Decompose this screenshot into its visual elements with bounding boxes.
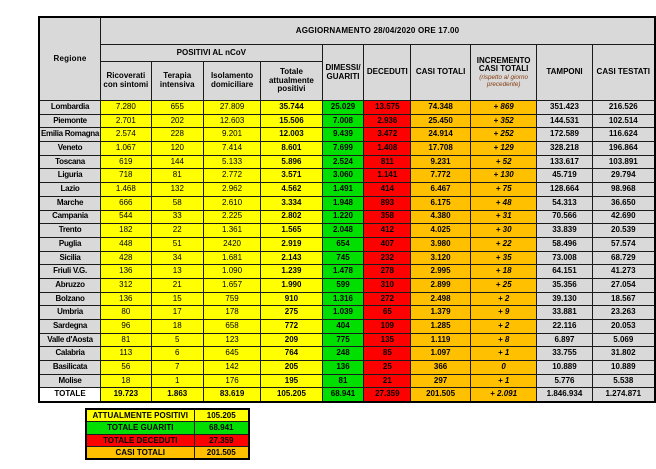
- value-cell: 27.054: [592, 278, 655, 292]
- value-cell: 2.048: [322, 224, 364, 238]
- value-cell: 41.273: [592, 265, 655, 279]
- value-cell: 103.891: [592, 155, 655, 169]
- incremento-title: INCREMENTO CASI TOTALI: [476, 55, 531, 74]
- value-cell: 105.205: [261, 388, 322, 402]
- value-cell: 136: [101, 265, 152, 279]
- value-cell: + 869: [470, 101, 537, 115]
- value-cell: 13: [151, 265, 203, 279]
- value-cell: 209: [261, 333, 322, 347]
- table-row: [39, 128, 655, 142]
- summary-row: [86, 434, 249, 446]
- column-group-positivi-ncov: POSITIVI AL nCoV: [101, 45, 323, 62]
- summary-row: [86, 409, 249, 422]
- value-cell: 5.133: [203, 155, 260, 169]
- value-cell: 1.141: [364, 169, 411, 183]
- value-cell: 7.008: [322, 114, 364, 128]
- value-cell: 358: [364, 210, 411, 224]
- value-cell: 17: [151, 306, 203, 320]
- value-cell: + 30: [470, 224, 537, 238]
- value-cell: 109: [364, 320, 411, 334]
- column-header-deceduti: DECEDUTI: [364, 45, 411, 101]
- summary-value-cell: 201.505: [194, 446, 249, 459]
- value-cell: 36.650: [592, 196, 655, 210]
- value-cell: 1.491: [322, 183, 364, 197]
- region-name-cell: Sicilia: [39, 251, 101, 265]
- value-cell: 120: [151, 142, 203, 156]
- value-cell: 775: [322, 333, 364, 347]
- value-cell: 228: [151, 128, 203, 142]
- value-cell: 654: [322, 237, 364, 251]
- region-name-cell: Piemonte: [39, 114, 101, 128]
- value-cell: 15.506: [261, 114, 322, 128]
- value-cell: 2.802: [261, 210, 322, 224]
- table-row: [39, 183, 655, 197]
- value-cell: 123: [203, 333, 260, 347]
- value-cell: 6.897: [537, 333, 592, 347]
- table-row: [39, 155, 655, 169]
- value-cell: 22.116: [537, 320, 592, 334]
- value-cell: 2.701: [101, 114, 152, 128]
- table-row: [39, 169, 655, 183]
- region-name-cell: Friuli V.G.: [39, 265, 101, 279]
- value-cell: 310: [364, 278, 411, 292]
- summary-value-cell: 105.205: [194, 409, 249, 422]
- region-name-cell: Toscana: [39, 155, 101, 169]
- value-cell: 29.794: [592, 169, 655, 183]
- value-cell: 0: [470, 361, 537, 375]
- value-cell: 6: [151, 347, 203, 361]
- value-cell: 811: [364, 155, 411, 169]
- table-row: [39, 265, 655, 279]
- value-cell: 34: [151, 251, 203, 265]
- value-cell: + 352: [470, 114, 537, 128]
- value-cell: 27.809: [203, 101, 260, 115]
- value-cell: 1.478: [322, 265, 364, 279]
- summary-label-cell: CASI TOTALI: [86, 446, 194, 459]
- value-cell: 80: [101, 306, 152, 320]
- value-cell: 4.380: [411, 210, 471, 224]
- value-cell: 1.119: [411, 333, 471, 347]
- value-cell: 407: [364, 237, 411, 251]
- value-cell: 176: [203, 374, 260, 388]
- value-cell: 3.571: [261, 169, 322, 183]
- table-row: [39, 101, 655, 115]
- value-cell: 33: [151, 210, 203, 224]
- value-cell: + 48: [470, 196, 537, 210]
- value-cell: + 1: [470, 347, 537, 361]
- value-cell: 2.899: [411, 278, 471, 292]
- value-cell: 7.280: [101, 101, 152, 115]
- value-cell: 2420: [203, 237, 260, 251]
- incremento-subtitle: (rispetto al giorno precedente): [479, 74, 528, 88]
- value-cell: 73.008: [537, 251, 592, 265]
- region-name-cell: Marche: [39, 196, 101, 210]
- region-name-cell: Lombardia: [39, 101, 101, 115]
- value-cell: 25: [364, 361, 411, 375]
- value-cell: + 130: [470, 169, 537, 183]
- value-cell: 428: [101, 251, 152, 265]
- value-cell: 68.729: [592, 251, 655, 265]
- value-cell: 201.505: [411, 388, 471, 402]
- value-cell: 202: [151, 114, 203, 128]
- value-cell: 58.496: [537, 237, 592, 251]
- value-cell: 772: [261, 320, 322, 334]
- value-cell: 1.846.934: [537, 388, 592, 402]
- value-cell: 216.526: [592, 101, 655, 115]
- value-cell: 85: [364, 347, 411, 361]
- summary-value-cell: 68.941: [194, 422, 249, 434]
- value-cell: 25.029: [322, 101, 364, 115]
- value-cell: 910: [261, 292, 322, 306]
- value-cell: 1.274.871: [592, 388, 655, 402]
- value-cell: 142: [203, 361, 260, 375]
- value-cell: 351.423: [537, 101, 592, 115]
- region-name-cell: Basilicata: [39, 361, 101, 375]
- column-header-totale-positivi: Totale attualmente positivi: [261, 62, 322, 101]
- value-cell: 3.060: [322, 169, 364, 183]
- value-cell: 7.699: [322, 142, 364, 156]
- value-cell: 68.941: [322, 388, 364, 402]
- value-cell: 96: [101, 320, 152, 334]
- value-cell: 297: [411, 374, 471, 388]
- value-cell: 51: [151, 237, 203, 251]
- value-cell: 1.039: [322, 306, 364, 320]
- value-cell: 599: [322, 278, 364, 292]
- value-cell: 619: [101, 155, 152, 169]
- value-cell: 2.962: [203, 183, 260, 197]
- region-name-cell: Abruzzo: [39, 278, 101, 292]
- table-title: AGGIORNAMENTO 28/04/2020 ORE 17.00: [101, 17, 655, 45]
- value-cell: + 75: [470, 183, 537, 197]
- value-cell: 45.719: [537, 169, 592, 183]
- value-cell: 81: [101, 333, 152, 347]
- value-cell: 83.619: [203, 388, 260, 402]
- summary-label-cell: TOTALE GUARITI: [86, 422, 194, 434]
- covid-regions-table: [38, 16, 656, 403]
- value-cell: 136: [101, 292, 152, 306]
- value-cell: 22: [151, 224, 203, 238]
- value-cell: 2.610: [203, 196, 260, 210]
- value-cell: 4.562: [261, 183, 322, 197]
- value-cell: 2.936: [364, 114, 411, 128]
- value-cell: 24.914: [411, 128, 471, 142]
- value-cell: 1.863: [151, 388, 203, 402]
- value-cell: 172.589: [537, 128, 592, 142]
- value-cell: 745: [322, 251, 364, 265]
- region-name-cell: Umbria: [39, 306, 101, 320]
- value-cell: 1.379: [411, 306, 471, 320]
- value-cell: 102.514: [592, 114, 655, 128]
- value-cell: 5.069: [592, 333, 655, 347]
- region-name-cell: Trento: [39, 224, 101, 238]
- value-cell: 6.175: [411, 196, 471, 210]
- region-name-cell: Bolzano: [39, 292, 101, 306]
- value-cell: 18: [151, 320, 203, 334]
- column-header-casi-totali: CASI TOTALI: [411, 45, 471, 101]
- value-cell: + 52: [470, 155, 537, 169]
- summary-value-cell: 27.359: [194, 434, 249, 446]
- value-cell: 2.574: [101, 128, 152, 142]
- value-cell: 718: [101, 169, 152, 183]
- table-row: [39, 251, 655, 265]
- value-cell: 128.664: [537, 183, 592, 197]
- value-cell: 759: [203, 292, 260, 306]
- value-cell: 7.772: [411, 169, 471, 183]
- value-cell: 1.948: [322, 196, 364, 210]
- value-cell: 3.334: [261, 196, 322, 210]
- value-cell: 2.995: [411, 265, 471, 279]
- table-row: [39, 210, 655, 224]
- value-cell: 412: [364, 224, 411, 238]
- value-cell: 64.151: [537, 265, 592, 279]
- value-cell: 15: [151, 292, 203, 306]
- table-row: [39, 196, 655, 210]
- value-cell: 19.723: [101, 388, 152, 402]
- value-cell: 5.538: [592, 374, 655, 388]
- region-name-cell: TOTALE: [39, 388, 101, 402]
- column-header-ricoverati: Ricoverati con sintomi: [101, 62, 152, 101]
- value-cell: 13.575: [364, 101, 411, 115]
- value-cell: 9.231: [411, 155, 471, 169]
- column-header-tamponi: TAMPONI: [537, 45, 592, 101]
- value-cell: 182: [101, 224, 152, 238]
- value-cell: 12.603: [203, 114, 260, 128]
- value-cell: 1.239: [261, 265, 322, 279]
- value-cell: 132: [151, 183, 203, 197]
- value-cell: 9.439: [322, 128, 364, 142]
- value-cell: 27.359: [364, 388, 411, 402]
- value-cell: 54.313: [537, 196, 592, 210]
- value-cell: 1.657: [203, 278, 260, 292]
- value-cell: 8.601: [261, 142, 322, 156]
- value-cell: 666: [101, 196, 152, 210]
- value-cell: 7: [151, 361, 203, 375]
- value-cell: 196.864: [592, 142, 655, 156]
- table-row: [39, 361, 655, 375]
- value-cell: 12.003: [261, 128, 322, 142]
- column-header-incremento: [470, 45, 537, 101]
- value-cell: + 9: [470, 306, 537, 320]
- value-cell: + 2.091: [470, 388, 537, 402]
- value-cell: 178: [203, 306, 260, 320]
- value-cell: 35.744: [261, 101, 322, 115]
- value-cell: 893: [364, 196, 411, 210]
- value-cell: + 35: [470, 251, 537, 265]
- value-cell: 65: [364, 306, 411, 320]
- value-cell: 232: [364, 251, 411, 265]
- value-cell: 9.201: [203, 128, 260, 142]
- value-cell: 1.361: [203, 224, 260, 238]
- value-cell: 3.980: [411, 237, 471, 251]
- value-cell: 764: [261, 347, 322, 361]
- value-cell: 58: [151, 196, 203, 210]
- value-cell: + 8: [470, 333, 537, 347]
- value-cell: + 252: [470, 128, 537, 142]
- column-header-dimessi-guariti: DIMESSI/ GUARITI: [322, 45, 364, 101]
- value-cell: 116.624: [592, 128, 655, 142]
- value-cell: + 2: [470, 292, 537, 306]
- value-cell: 35.356: [537, 278, 592, 292]
- value-cell: 70.566: [537, 210, 592, 224]
- value-cell: 5: [151, 333, 203, 347]
- value-cell: + 22: [470, 237, 537, 251]
- region-name-cell: Campania: [39, 210, 101, 224]
- region-name-cell: Emilia Romagna: [39, 128, 101, 142]
- value-cell: 655: [151, 101, 203, 115]
- value-cell: 18.567: [592, 292, 655, 306]
- value-cell: 10.889: [592, 361, 655, 375]
- value-cell: 1.468: [101, 183, 152, 197]
- value-cell: 20.053: [592, 320, 655, 334]
- value-cell: 33.839: [537, 224, 592, 238]
- value-cell: 33.881: [537, 306, 592, 320]
- value-cell: 21: [364, 374, 411, 388]
- summary-label-cell: TOTALE DECEDUTI: [86, 434, 194, 446]
- value-cell: 57.574: [592, 237, 655, 251]
- value-cell: + 18: [470, 265, 537, 279]
- value-cell: 23.263: [592, 306, 655, 320]
- value-cell: 2.498: [411, 292, 471, 306]
- column-header-terapia-intensiva: Terapia intensiva: [151, 62, 203, 101]
- value-cell: 56: [101, 361, 152, 375]
- table-header: [39, 17, 655, 101]
- summary-table: [85, 408, 250, 460]
- value-cell: 312: [101, 278, 152, 292]
- value-cell: 275: [261, 306, 322, 320]
- value-cell: 98.968: [592, 183, 655, 197]
- value-cell: 1.090: [203, 265, 260, 279]
- region-name-cell: Liguria: [39, 169, 101, 183]
- value-cell: 2.143: [261, 251, 322, 265]
- value-cell: 1.408: [364, 142, 411, 156]
- value-cell: 1.220: [322, 210, 364, 224]
- region-name-cell: Puglia: [39, 237, 101, 251]
- value-cell: 3.472: [364, 128, 411, 142]
- region-name-cell: Calabria: [39, 347, 101, 361]
- value-cell: 195: [261, 374, 322, 388]
- table-row: [39, 347, 655, 361]
- value-cell: + 31: [470, 210, 537, 224]
- region-name-cell: Molise: [39, 374, 101, 388]
- region-name-cell: Valle d'Aosta: [39, 333, 101, 347]
- value-cell: + 2: [470, 320, 537, 334]
- value-cell: 1.990: [261, 278, 322, 292]
- value-cell: 144: [151, 155, 203, 169]
- value-cell: + 25: [470, 278, 537, 292]
- region-name-cell: Sardegna: [39, 320, 101, 334]
- value-cell: 18: [101, 374, 152, 388]
- table-row: [39, 306, 655, 320]
- value-cell: 366: [411, 361, 471, 375]
- table-row: [39, 292, 655, 306]
- table-row: [39, 320, 655, 334]
- column-header-isolamento: Isolamento domiciliare: [203, 62, 260, 101]
- value-cell: 2.919: [261, 237, 322, 251]
- column-header-regione: Regione: [39, 17, 101, 101]
- value-cell: 74.348: [411, 101, 471, 115]
- value-cell: 1.565: [261, 224, 322, 238]
- value-cell: 404: [322, 320, 364, 334]
- value-cell: 544: [101, 210, 152, 224]
- value-cell: 135: [364, 333, 411, 347]
- value-cell: 17.708: [411, 142, 471, 156]
- value-cell: 25.450: [411, 114, 471, 128]
- table-row: [39, 333, 655, 347]
- table-row: [39, 224, 655, 238]
- value-cell: 10.889: [537, 361, 592, 375]
- value-cell: 414: [364, 183, 411, 197]
- table-row: [39, 114, 655, 128]
- summary-body: [86, 409, 249, 459]
- value-cell: 6.467: [411, 183, 471, 197]
- value-cell: + 1: [470, 374, 537, 388]
- value-cell: 2.225: [203, 210, 260, 224]
- value-cell: 113: [101, 347, 152, 361]
- value-cell: 205: [261, 361, 322, 375]
- value-cell: 136: [322, 361, 364, 375]
- value-cell: 278: [364, 265, 411, 279]
- value-cell: 1: [151, 374, 203, 388]
- value-cell: 21: [151, 278, 203, 292]
- value-cell: 4.025: [411, 224, 471, 238]
- value-cell: 328.218: [537, 142, 592, 156]
- value-cell: 1.067: [101, 142, 152, 156]
- value-cell: 5.776: [537, 374, 592, 388]
- value-cell: 645: [203, 347, 260, 361]
- value-cell: 31.802: [592, 347, 655, 361]
- table-row: [39, 278, 655, 292]
- value-cell: 144.531: [537, 114, 592, 128]
- value-cell: 20.539: [592, 224, 655, 238]
- region-name-cell: Lazio: [39, 183, 101, 197]
- summary-row: [86, 446, 249, 459]
- value-cell: 39.130: [537, 292, 592, 306]
- column-header-casi-testati: CASI TESTATI: [592, 45, 655, 101]
- value-cell: 658: [203, 320, 260, 334]
- value-cell: 2.524: [322, 155, 364, 169]
- table-body: [39, 101, 655, 402]
- value-cell: 2.772: [203, 169, 260, 183]
- summary-label-cell: ATTUALMENTE POSITIVI: [86, 409, 194, 422]
- value-cell: 1.285: [411, 320, 471, 334]
- table-row: [39, 374, 655, 388]
- value-cell: 33.755: [537, 347, 592, 361]
- region-name-cell: Veneto: [39, 142, 101, 156]
- value-cell: 3.120: [411, 251, 471, 265]
- value-cell: 5.896: [261, 155, 322, 169]
- value-cell: 42.690: [592, 210, 655, 224]
- value-cell: 272: [364, 292, 411, 306]
- summary-row: [86, 422, 249, 434]
- table-row: [39, 237, 655, 251]
- value-cell: + 129: [470, 142, 537, 156]
- value-cell: 448: [101, 237, 152, 251]
- table-row: [39, 142, 655, 156]
- total-row: [39, 388, 655, 402]
- value-cell: 133.617: [537, 155, 592, 169]
- value-cell: 81: [322, 374, 364, 388]
- value-cell: 1.097: [411, 347, 471, 361]
- value-cell: 81: [151, 169, 203, 183]
- value-cell: 1.681: [203, 251, 260, 265]
- value-cell: 1.316: [322, 292, 364, 306]
- value-cell: 7.414: [203, 142, 260, 156]
- value-cell: 248: [322, 347, 364, 361]
